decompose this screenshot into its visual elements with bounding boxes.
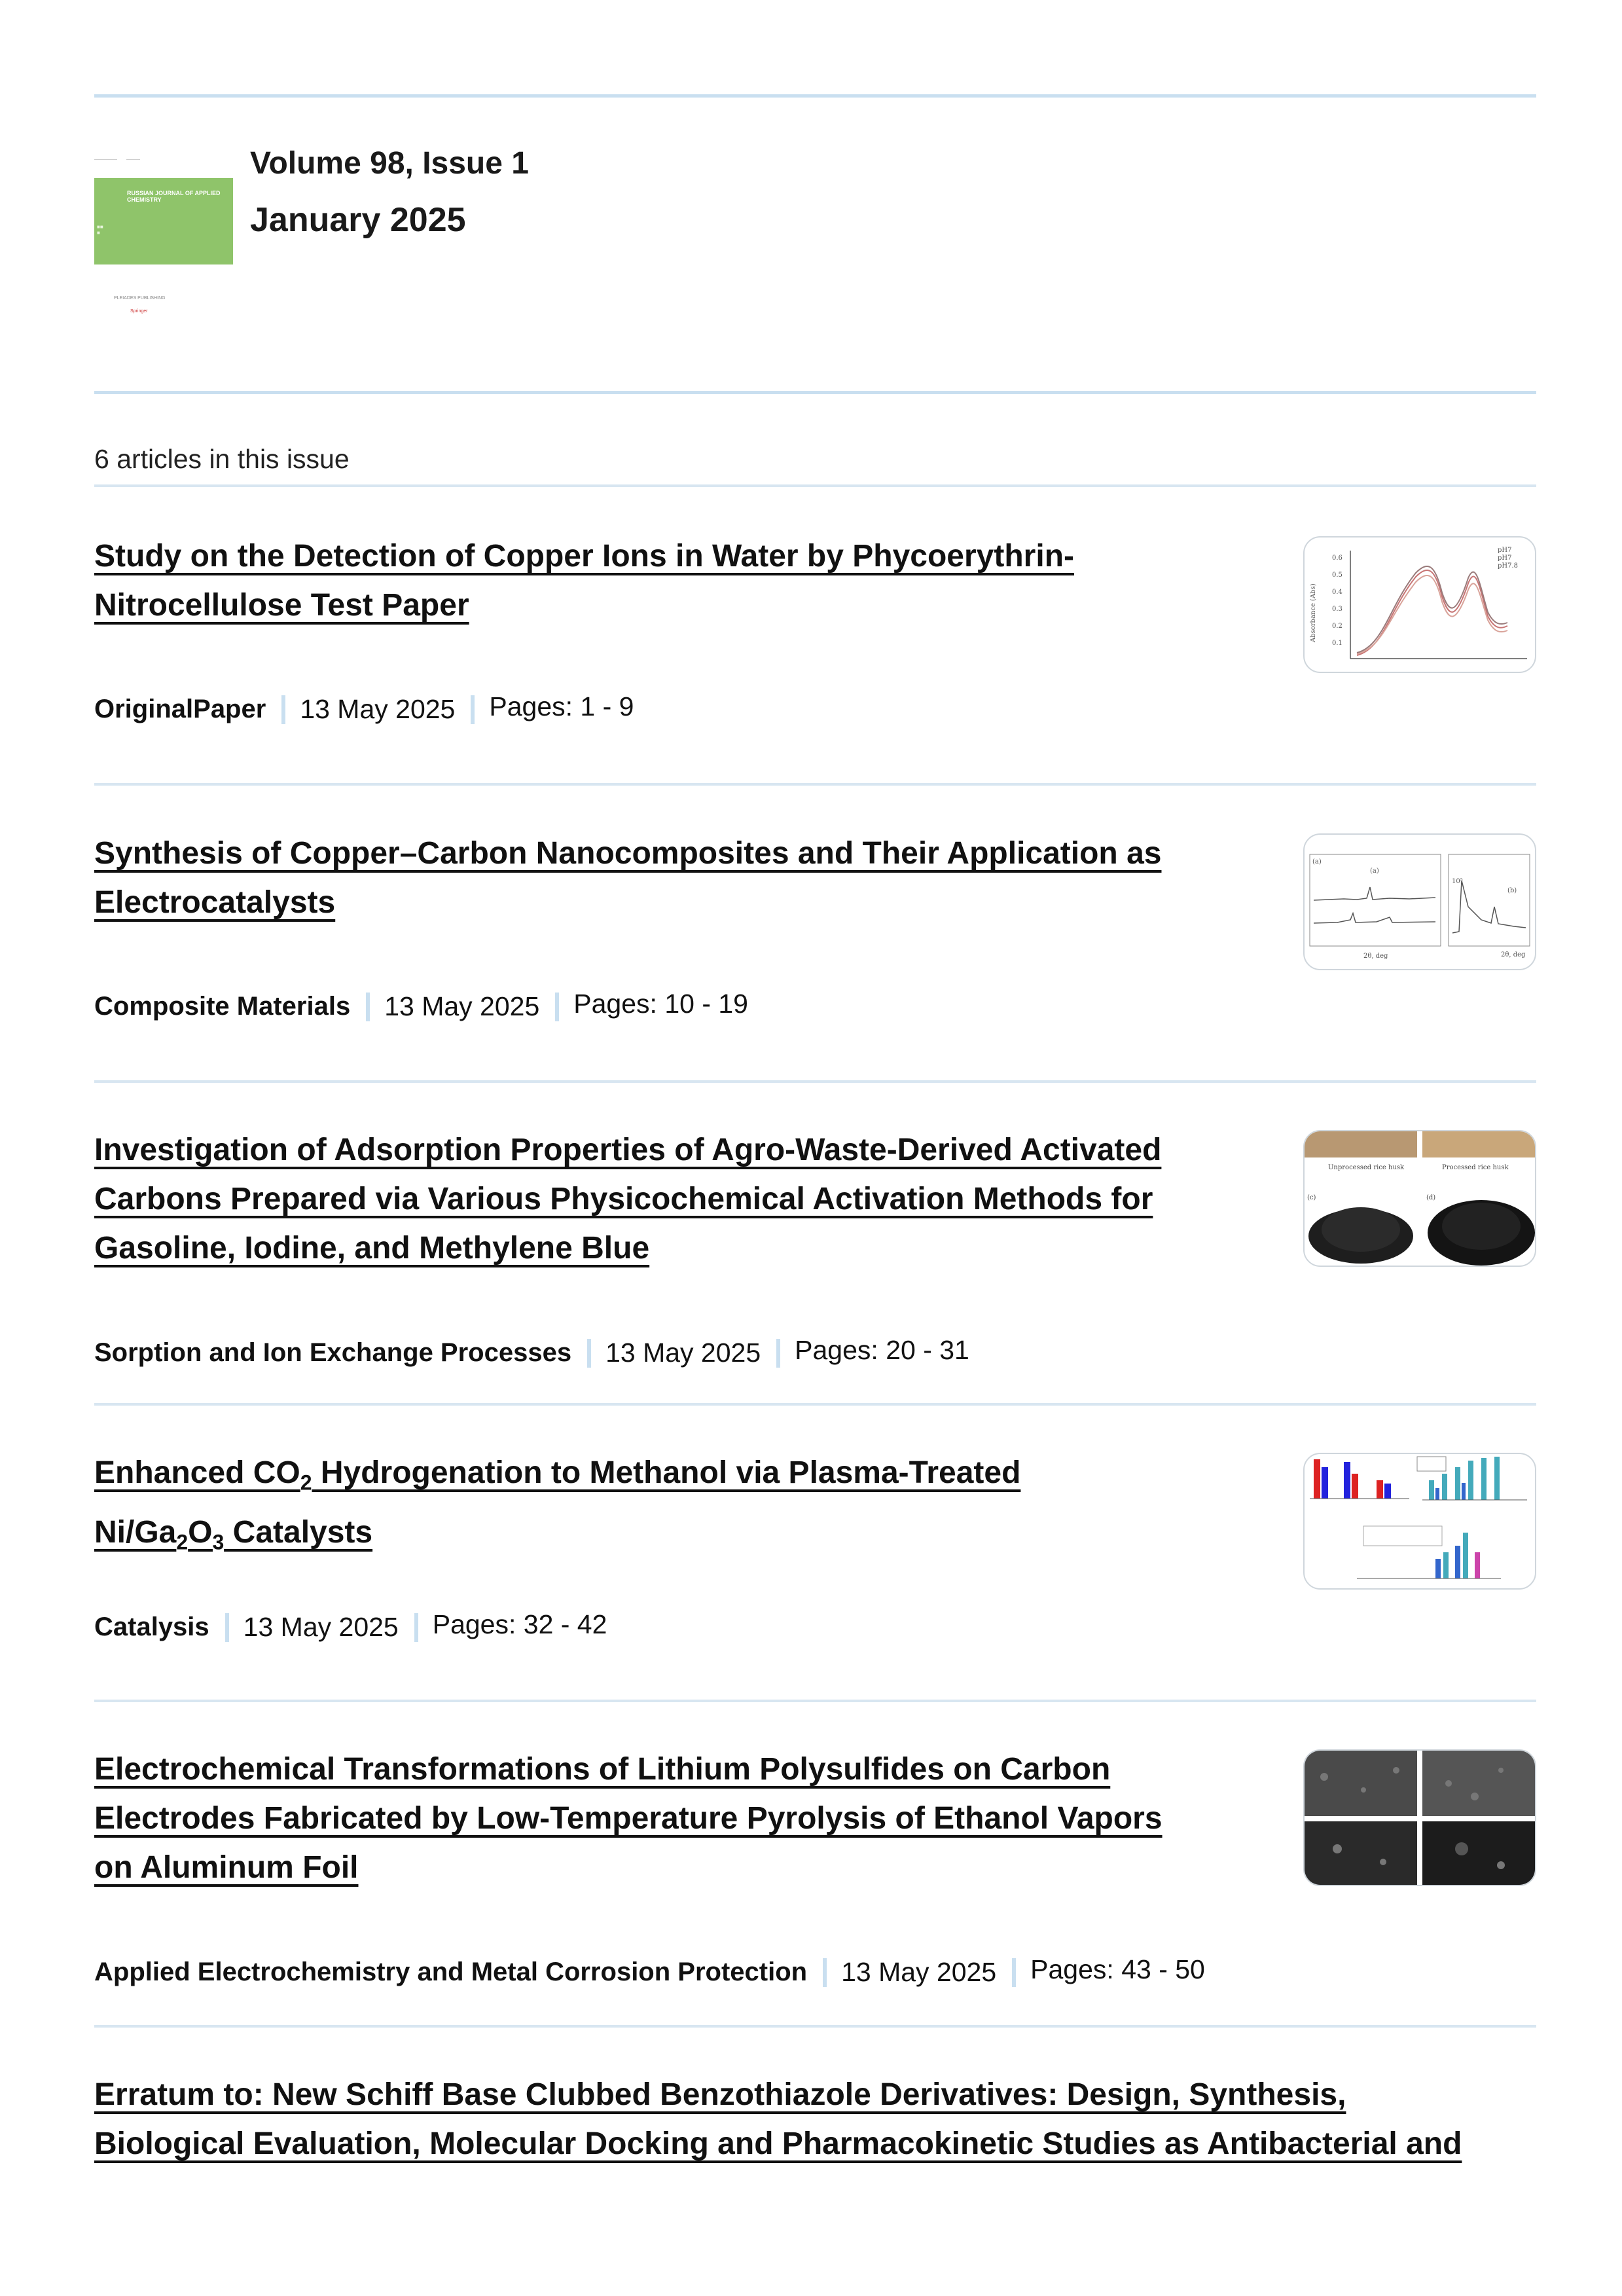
article-meta bbox=[94, 691, 634, 725]
svg-text:Processed rice husk: Processed rice husk bbox=[1442, 1164, 1509, 1171]
meta-separator bbox=[776, 1339, 780, 1368]
article-title-line: Biological Evaluation, Molecular Docking and Pharmacokinetic Studies as Antibacterial and bbox=[94, 2126, 1462, 2161]
journal-cover-image[interactable] bbox=[94, 157, 233, 327]
meta-separator bbox=[587, 1339, 591, 1368]
svg-text:0.4: 0.4 bbox=[1332, 589, 1343, 596]
svg-text:0.6: 0.6 bbox=[1332, 555, 1343, 562]
article-type: OriginalPaper bbox=[94, 695, 266, 723]
cover-header bbox=[94, 157, 233, 177]
article-count: 6 articles in this issue bbox=[94, 444, 350, 474]
article-item bbox=[94, 2070, 1536, 2201]
sem-images-thumbnail[interactable] bbox=[1303, 1749, 1536, 1886]
article-meta bbox=[94, 1954, 1205, 1988]
svg-text:Absorbance (Abs): Absorbance (Abs) bbox=[1310, 583, 1317, 642]
article-title-line: Electrodes Fabricated by Low-Temperature Pyrolysis of Ethanol Vapors bbox=[94, 1801, 1162, 1836]
article-title-line: Carbons Prepared via Various Physicochemical Activation Methods for bbox=[94, 1182, 1153, 1216]
article-title-line: Investigation of Adsorption Properties of Agro-Waste-Derived Activated bbox=[94, 1133, 1162, 1167]
article-title-line: on Aluminum Foil bbox=[94, 1850, 359, 1885]
svg-text:Unprocessed rice husk: Unprocessed rice husk bbox=[1328, 1164, 1405, 1171]
article-pages: Pages: 20 - 31 bbox=[795, 1335, 969, 1365]
article-title-link[interactable] bbox=[94, 829, 1233, 927]
article-type: Catalysis bbox=[94, 1613, 209, 1641]
svg-text:(b): (b) bbox=[1507, 887, 1517, 894]
title-subscript: 3 bbox=[212, 1530, 225, 1554]
svg-text:10⁵: 10⁵ bbox=[1452, 878, 1463, 885]
meta-separator bbox=[823, 1958, 827, 1987]
article-pages: Pages: 10 - 19 bbox=[573, 989, 748, 1019]
article-divider bbox=[94, 1403, 1536, 1406]
article-title-link[interactable] bbox=[94, 1448, 1233, 1567]
carbon-samples-photo-thumbnail[interactable] bbox=[1303, 1130, 1536, 1267]
article-pages: Pages: 32 - 42 bbox=[432, 1609, 607, 1639]
article-item bbox=[94, 1125, 1536, 1374]
svg-text:(a): (a) bbox=[1370, 867, 1379, 875]
article-divider bbox=[94, 1700, 1536, 1702]
article-date: 13 May 2025 bbox=[841, 1957, 997, 1987]
article-divider bbox=[94, 1080, 1536, 1083]
article-date: 13 May 2025 bbox=[243, 1612, 399, 1642]
svg-text:2θ, deg: 2θ, deg bbox=[1501, 951, 1526, 958]
meta-separator bbox=[366, 993, 370, 1021]
article-item bbox=[94, 829, 1536, 1038]
meta-separator bbox=[471, 695, 475, 724]
svg-text:pH7: pH7 bbox=[1498, 547, 1512, 554]
title-subscript: 2 bbox=[176, 1530, 189, 1554]
svg-text:0.5: 0.5 bbox=[1332, 572, 1343, 579]
title-fragment: Ni/Ga bbox=[94, 1514, 177, 1550]
article-title-line bbox=[94, 1455, 1021, 1495]
cover-header-text: ————— ——— bbox=[94, 157, 140, 162]
article-type: Composite Materials bbox=[94, 992, 351, 1021]
article-item bbox=[94, 532, 1536, 741]
article-meta bbox=[94, 1335, 969, 1368]
svg-text:(a): (a) bbox=[1312, 858, 1322, 866]
article-title-link[interactable] bbox=[94, 2070, 1536, 2168]
article-date: 13 May 2025 bbox=[605, 1338, 761, 1368]
article-type: Applied Electrochemistry and Metal Corrosion Protection bbox=[94, 1958, 808, 1986]
svg-text:2θ, deg: 2θ, deg bbox=[1363, 953, 1388, 960]
xrd-pattern-thumbnail[interactable] bbox=[1303, 833, 1536, 970]
article-divider bbox=[94, 2025, 1536, 2028]
issue-date: January 2025 bbox=[250, 201, 466, 239]
article-title-line: Study on the Detection of Copper Ions in Water by Phycoerythrin- bbox=[94, 539, 1074, 574]
article-meta bbox=[94, 1609, 607, 1643]
article-title-link[interactable] bbox=[94, 1125, 1233, 1273]
article-date: 13 May 2025 bbox=[300, 694, 456, 724]
svg-text:pH7: pH7 bbox=[1498, 555, 1512, 562]
article-item bbox=[94, 1448, 1536, 1658]
svg-text:(d): (d) bbox=[1426, 1194, 1436, 1201]
article-type: Sorption and Ion Exchange Processes bbox=[94, 1338, 572, 1367]
svg-text:0.3: 0.3 bbox=[1332, 606, 1343, 613]
article-title-line: Erratum to: New Schiff Base Clubbed Benzothiazole Derivatives: Design, Synthesis, bbox=[94, 2077, 1346, 2112]
meta-separator bbox=[1012, 1958, 1016, 1987]
article-title-line: Nitrocellulose Test Paper bbox=[94, 588, 469, 623]
cover-side-text: ■■ ■ bbox=[97, 224, 103, 236]
article-pages: Pages: 43 - 50 bbox=[1030, 1954, 1205, 1984]
article-date: 13 May 2025 bbox=[384, 991, 540, 1021]
article-divider bbox=[94, 783, 1536, 786]
title-fragment: O bbox=[188, 1514, 213, 1550]
title-fragment: Hydrogenation to Methanol via Plasma-Treated bbox=[312, 1455, 1021, 1490]
bar-charts-thumbnail[interactable] bbox=[1303, 1453, 1536, 1590]
article-title-link[interactable] bbox=[94, 532, 1233, 630]
cover-journal-title: RUSSIAN JOURNAL OF APPLIED CHEMISTRY bbox=[127, 190, 221, 203]
cover-distributor-logo: Springer bbox=[130, 309, 148, 314]
article-title-link[interactable] bbox=[94, 1745, 1233, 1892]
article-title-line: Gasoline, Iodine, and Methylene Blue bbox=[94, 1231, 650, 1266]
svg-text:pH7.8: pH7.8 bbox=[1498, 562, 1519, 570]
meta-separator bbox=[414, 1613, 418, 1642]
article-title-line: Electrocatalysts bbox=[94, 885, 336, 920]
title-fragment: Enhanced CO bbox=[94, 1455, 300, 1490]
meta-separator bbox=[281, 695, 285, 724]
svg-text:(c): (c) bbox=[1307, 1194, 1316, 1201]
spectrum-chart-thumbnail[interactable] bbox=[1303, 536, 1536, 673]
article-item bbox=[94, 1745, 1536, 1994]
svg-text:0.1: 0.1 bbox=[1332, 640, 1343, 647]
svg-text:0.2: 0.2 bbox=[1332, 623, 1343, 630]
article-title-line bbox=[94, 1514, 373, 1554]
top-divider bbox=[94, 94, 1536, 98]
meta-separator bbox=[555, 993, 559, 1021]
meta-separator bbox=[225, 1613, 229, 1642]
cover-publisher-logo: PLEIADES PUBLISHING bbox=[114, 296, 166, 301]
article-title-line: Electrochemical Transformations of Lithium Polysulfides on Carbon bbox=[94, 1752, 1111, 1787]
cover-green-panel bbox=[94, 178, 233, 264]
header-divider bbox=[94, 391, 1536, 394]
article-pages: Pages: 1 - 9 bbox=[489, 691, 634, 721]
article-meta bbox=[94, 991, 748, 1022]
article-title-line: Synthesis of Copper–Carbon Nanocomposites and Their Application as bbox=[94, 836, 1162, 871]
title-subscript: 2 bbox=[300, 1470, 312, 1495]
title-fragment: Catalysts bbox=[224, 1514, 373, 1550]
volume-issue-label: Volume 98, Issue 1 bbox=[250, 146, 529, 181]
list-divider bbox=[94, 484, 1536, 487]
